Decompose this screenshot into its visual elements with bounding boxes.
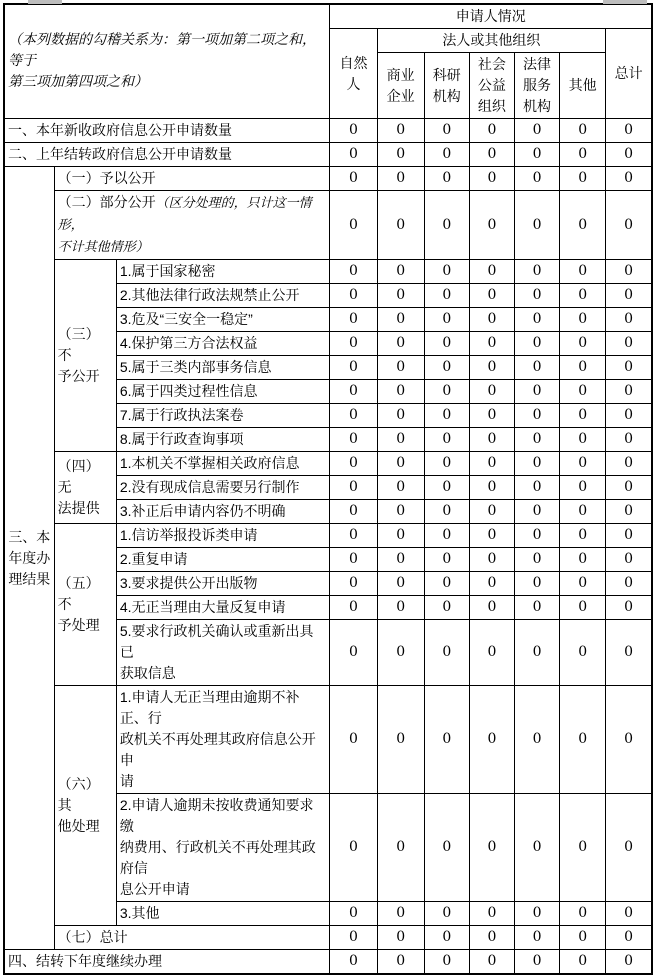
value-cell: 0 xyxy=(424,260,469,284)
value-cell: 0 xyxy=(377,686,424,794)
value-cell: 0 xyxy=(606,260,652,284)
value-cell: 0 xyxy=(377,500,424,524)
value-cell: 0 xyxy=(606,596,652,620)
value-cell: 0 xyxy=(514,548,559,572)
value-cell: 0 xyxy=(514,143,559,167)
value-cell: 0 xyxy=(606,428,652,452)
value-cell: 0 xyxy=(560,119,606,143)
col-header-commercial-enterprise: 商业 企业 xyxy=(377,53,424,119)
row-label-text: （二）部分公开 xyxy=(57,194,156,210)
value-cell: 0 xyxy=(424,926,469,950)
value-cell: 0 xyxy=(560,167,606,191)
value-cell: 0 xyxy=(424,902,469,926)
checksum-note: （本列数据的勾稽关系为：第一项加第二项之和，等于 第三项加第四项之和） xyxy=(4,4,330,119)
value-cell: 0 xyxy=(377,143,424,167)
value-cell: 0 xyxy=(514,476,559,500)
value-cell: 0 xyxy=(606,332,652,356)
value-cell: 0 xyxy=(606,926,652,950)
value-cell: 0 xyxy=(560,902,606,926)
value-cell: 0 xyxy=(330,686,377,794)
value-cell: 0 xyxy=(514,926,559,950)
value-cell: 0 xyxy=(330,548,377,572)
value-cell: 0 xyxy=(330,143,377,167)
value-cell: 0 xyxy=(560,548,606,572)
col-header-legal-or-other-org: 法人或其他组织 xyxy=(377,29,606,53)
value-cell: 0 xyxy=(469,452,514,476)
row-label: 2.申请人逾期未按收费通知要求缴 纳费用、行政机关不再处理其政府信 息公开申请 xyxy=(116,794,330,902)
row-petition-complaint xyxy=(4,524,652,548)
row-overdue-no-correction xyxy=(4,686,652,794)
value-cell: 0 xyxy=(560,191,606,260)
value-cell: 0 xyxy=(606,143,652,167)
value-cell: 0 xyxy=(514,284,559,308)
value-cell: 0 xyxy=(424,572,469,596)
value-cell: 0 xyxy=(330,308,377,332)
value-cell: 0 xyxy=(606,356,652,380)
row-label: 2.其他法律行政法规禁止公开 xyxy=(116,284,330,308)
value-cell: 0 xyxy=(469,428,514,452)
value-cell: 0 xyxy=(514,524,559,548)
value-cell: 0 xyxy=(469,308,514,332)
value-cell: 0 xyxy=(606,404,652,428)
value-cell: 0 xyxy=(424,404,469,428)
value-cell: 0 xyxy=(514,356,559,380)
value-cell: 0 xyxy=(606,686,652,794)
value-cell: 0 xyxy=(330,404,377,428)
value-cell: 0 xyxy=(377,284,424,308)
value-cell: 0 xyxy=(424,119,469,143)
value-cell: 0 xyxy=(514,119,559,143)
value-cell: 0 xyxy=(560,284,606,308)
value-cell: 0 xyxy=(606,380,652,404)
row-label: 5.要求行政机关确认或重新出具已 获取信息 xyxy=(116,620,330,686)
value-cell: 0 xyxy=(377,524,424,548)
value-cell: 0 xyxy=(377,428,424,452)
row-label: 4.保护第三方合法权益 xyxy=(116,332,330,356)
row-label: 二、上年结转政府信息公开申请数量 xyxy=(4,143,330,167)
value-cell: 0 xyxy=(330,332,377,356)
value-cell: 0 xyxy=(424,356,469,380)
value-cell: 0 xyxy=(377,572,424,596)
value-cell: 0 xyxy=(424,548,469,572)
value-cell: 0 xyxy=(606,620,652,686)
value-cell: 0 xyxy=(469,950,514,975)
value-cell: 0 xyxy=(469,548,514,572)
value-cell: 0 xyxy=(377,902,424,926)
value-cell: 0 xyxy=(606,308,652,332)
value-cell: 0 xyxy=(514,686,559,794)
row-new-applications xyxy=(4,119,652,143)
value-cell: 0 xyxy=(377,356,424,380)
value-cell: 0 xyxy=(377,452,424,476)
value-cell: 0 xyxy=(469,476,514,500)
section-label-other-processing: （六）其 他处理 xyxy=(54,686,116,926)
value-cell: 0 xyxy=(424,308,469,332)
value-cell: 0 xyxy=(377,119,424,143)
value-cell: 0 xyxy=(560,596,606,620)
value-cell: 0 xyxy=(469,404,514,428)
screenshot-artifact-left xyxy=(28,0,62,4)
value-cell: 0 xyxy=(469,356,514,380)
value-cell: 0 xyxy=(606,191,652,260)
value-cell: 0 xyxy=(424,167,469,191)
row-label: 8.属于行政查询事项 xyxy=(116,428,330,452)
section-label-annual-results: 三、本 年度办 理结果 xyxy=(4,167,54,950)
value-cell: 0 xyxy=(606,902,652,926)
value-cell: 0 xyxy=(330,794,377,902)
value-cell: 0 xyxy=(424,284,469,308)
value-cell: 0 xyxy=(469,284,514,308)
value-cell: 0 xyxy=(330,119,377,143)
section-label-refused-disclosure: （三）不 予公开 xyxy=(54,260,116,452)
value-cell: 0 xyxy=(330,356,377,380)
value-cell: 0 xyxy=(606,284,652,308)
value-cell: 0 xyxy=(330,620,377,686)
value-cell: 0 xyxy=(469,794,514,902)
value-cell: 0 xyxy=(514,596,559,620)
value-cell: 0 xyxy=(330,260,377,284)
value-cell: 0 xyxy=(514,167,559,191)
value-cell: 0 xyxy=(469,380,514,404)
value-cell: 0 xyxy=(330,428,377,452)
row-label: 7.属于行政执法案卷 xyxy=(116,404,330,428)
value-cell: 0 xyxy=(560,620,606,686)
value-cell: 0 xyxy=(560,794,606,902)
value-cell: 0 xyxy=(330,380,377,404)
value-cell: 0 xyxy=(606,167,652,191)
value-cell: 0 xyxy=(330,572,377,596)
row-label: 3.要求提供公开出版物 xyxy=(116,572,330,596)
value-cell: 0 xyxy=(514,572,559,596)
value-cell: 0 xyxy=(377,476,424,500)
value-cell: 0 xyxy=(469,500,514,524)
screenshot-artifact-right xyxy=(603,0,647,4)
value-cell: 0 xyxy=(514,950,559,975)
value-cell: 0 xyxy=(560,380,606,404)
value-cell: 0 xyxy=(469,686,514,794)
value-cell: 0 xyxy=(469,167,514,191)
value-cell: 0 xyxy=(469,620,514,686)
value-cell: 0 xyxy=(377,404,424,428)
col-header-total: 总计 xyxy=(606,29,652,119)
value-cell: 0 xyxy=(606,452,652,476)
value-cell: 0 xyxy=(560,428,606,452)
value-cell: 0 xyxy=(469,332,514,356)
value-cell: 0 xyxy=(606,524,652,548)
row-carried-over-applications xyxy=(4,143,652,167)
row-label: 3.危及“三安全一稳定” xyxy=(116,308,330,332)
row-partial-disclosure xyxy=(4,191,652,260)
value-cell: 0 xyxy=(377,308,424,332)
value-cell: 0 xyxy=(469,260,514,284)
value-cell: 0 xyxy=(560,476,606,500)
value-cell: 0 xyxy=(469,191,514,260)
value-cell: 0 xyxy=(560,332,606,356)
col-header-applicant-situation: 申请人情况 xyxy=(330,4,652,29)
value-cell: 0 xyxy=(469,143,514,167)
value-cell: 0 xyxy=(514,428,559,452)
row-label: 1.本机关不掌握相关政府信息 xyxy=(116,452,330,476)
row-label: 2.没有现成信息需要另行制作 xyxy=(116,476,330,500)
row-label: 5.属于三类内部事务信息 xyxy=(116,356,330,380)
row-label: 6.属于四类过程性信息 xyxy=(116,380,330,404)
value-cell: 0 xyxy=(330,284,377,308)
row-label: 4.无正当理由大量反复申请 xyxy=(116,596,330,620)
value-cell: 0 xyxy=(377,167,424,191)
row-label: 3.补正后申请内容仍不明确 xyxy=(116,500,330,524)
value-cell: 0 xyxy=(560,950,606,975)
value-cell: 0 xyxy=(377,380,424,404)
value-cell: 0 xyxy=(514,794,559,902)
gov-info-disclosure-stats-table xyxy=(3,3,653,975)
value-cell: 0 xyxy=(606,572,652,596)
value-cell: 0 xyxy=(514,260,559,284)
value-cell: 0 xyxy=(424,596,469,620)
value-cell: 0 xyxy=(424,332,469,356)
value-cell: 0 xyxy=(424,452,469,476)
value-cell: 0 xyxy=(514,332,559,356)
value-cell: 0 xyxy=(330,596,377,620)
value-cell: 0 xyxy=(606,500,652,524)
row-label: 3.其他 xyxy=(116,902,330,926)
value-cell: 0 xyxy=(424,500,469,524)
row-label xyxy=(54,191,330,260)
value-cell: 0 xyxy=(330,476,377,500)
value-cell: 0 xyxy=(469,596,514,620)
row-label: 2.重复申请 xyxy=(116,548,330,572)
row-label: 1.申请人无正当理由逾期不补正、行 政机关不再处理其政府信息公开申 请 xyxy=(116,686,330,794)
value-cell: 0 xyxy=(469,524,514,548)
value-cell: 0 xyxy=(424,143,469,167)
value-cell: 0 xyxy=(560,926,606,950)
value-cell: 0 xyxy=(606,476,652,500)
value-cell: 0 xyxy=(377,926,424,950)
value-cell: 0 xyxy=(330,500,377,524)
value-cell: 0 xyxy=(330,191,377,260)
value-cell: 0 xyxy=(514,191,559,260)
row-state-secret xyxy=(4,260,652,284)
value-cell: 0 xyxy=(606,119,652,143)
value-cell: 0 xyxy=(514,380,559,404)
value-cell: 0 xyxy=(606,950,652,975)
value-cell: 0 xyxy=(514,500,559,524)
row-label: 一、本年新收政府信息公开申请数量 xyxy=(4,119,330,143)
value-cell: 0 xyxy=(377,191,424,260)
value-cell: 0 xyxy=(560,356,606,380)
value-cell: 0 xyxy=(560,452,606,476)
value-cell: 0 xyxy=(514,404,559,428)
value-cell: 0 xyxy=(606,548,652,572)
col-header-natural-person: 自然 人 xyxy=(330,29,377,119)
value-cell: 0 xyxy=(424,476,469,500)
row-label: 1.属于国家秘密 xyxy=(116,260,330,284)
value-cell: 0 xyxy=(330,524,377,548)
value-cell: 0 xyxy=(560,572,606,596)
value-cell: 0 xyxy=(560,686,606,794)
value-cell: 0 xyxy=(560,500,606,524)
value-cell: 0 xyxy=(469,902,514,926)
value-cell: 0 xyxy=(560,308,606,332)
value-cell: 0 xyxy=(424,950,469,975)
value-cell: 0 xyxy=(560,524,606,548)
section-label-not-processed: （五）不 予处理 xyxy=(54,524,116,686)
value-cell: 0 xyxy=(514,308,559,332)
row-label: 1.信访举报投诉类申请 xyxy=(116,524,330,548)
value-cell: 0 xyxy=(424,428,469,452)
value-cell: 0 xyxy=(377,332,424,356)
row-subtotal xyxy=(4,926,652,950)
value-cell: 0 xyxy=(606,794,652,902)
value-cell: 0 xyxy=(514,620,559,686)
value-cell: 0 xyxy=(424,794,469,902)
value-cell: 0 xyxy=(469,572,514,596)
value-cell: 0 xyxy=(377,260,424,284)
row-label: 四、结转下年度继续办理 xyxy=(4,950,330,975)
value-cell: 0 xyxy=(330,452,377,476)
value-cell: 0 xyxy=(514,902,559,926)
col-header-research-institution: 科研 机构 xyxy=(424,53,469,119)
value-cell: 0 xyxy=(560,404,606,428)
value-cell: 0 xyxy=(330,926,377,950)
row-label: （七）总计 xyxy=(54,926,330,950)
row-granted-disclosure xyxy=(4,167,652,191)
value-cell: 0 xyxy=(424,620,469,686)
header-row-1 xyxy=(4,4,652,29)
value-cell: 0 xyxy=(424,191,469,260)
value-cell: 0 xyxy=(424,380,469,404)
value-cell: 0 xyxy=(377,794,424,902)
value-cell: 0 xyxy=(560,143,606,167)
col-header-social-welfare-org: 社会 公益 组织 xyxy=(469,53,514,119)
value-cell: 0 xyxy=(469,926,514,950)
value-cell: 0 xyxy=(330,167,377,191)
row-label: （一）予以公开 xyxy=(54,167,330,191)
value-cell: 0 xyxy=(330,950,377,975)
value-cell: 0 xyxy=(377,950,424,975)
value-cell: 0 xyxy=(330,902,377,926)
row-not-held xyxy=(4,452,652,476)
value-cell: 0 xyxy=(469,119,514,143)
value-cell: 0 xyxy=(424,524,469,548)
value-cell: 0 xyxy=(424,686,469,794)
col-header-legal-service-org: 法律 服务 机构 xyxy=(514,53,559,119)
row-carry-to-next-year xyxy=(4,950,652,975)
value-cell: 0 xyxy=(514,452,559,476)
section-label-unable-to-provide: （四）无 法提供 xyxy=(54,452,116,524)
value-cell: 0 xyxy=(560,260,606,284)
col-header-other: 其他 xyxy=(560,53,606,119)
row-label-note: （区分处理的，只计这一情形， 不计其他情形） xyxy=(57,196,312,255)
value-cell: 0 xyxy=(377,548,424,572)
value-cell: 0 xyxy=(377,620,424,686)
value-cell: 0 xyxy=(377,596,424,620)
